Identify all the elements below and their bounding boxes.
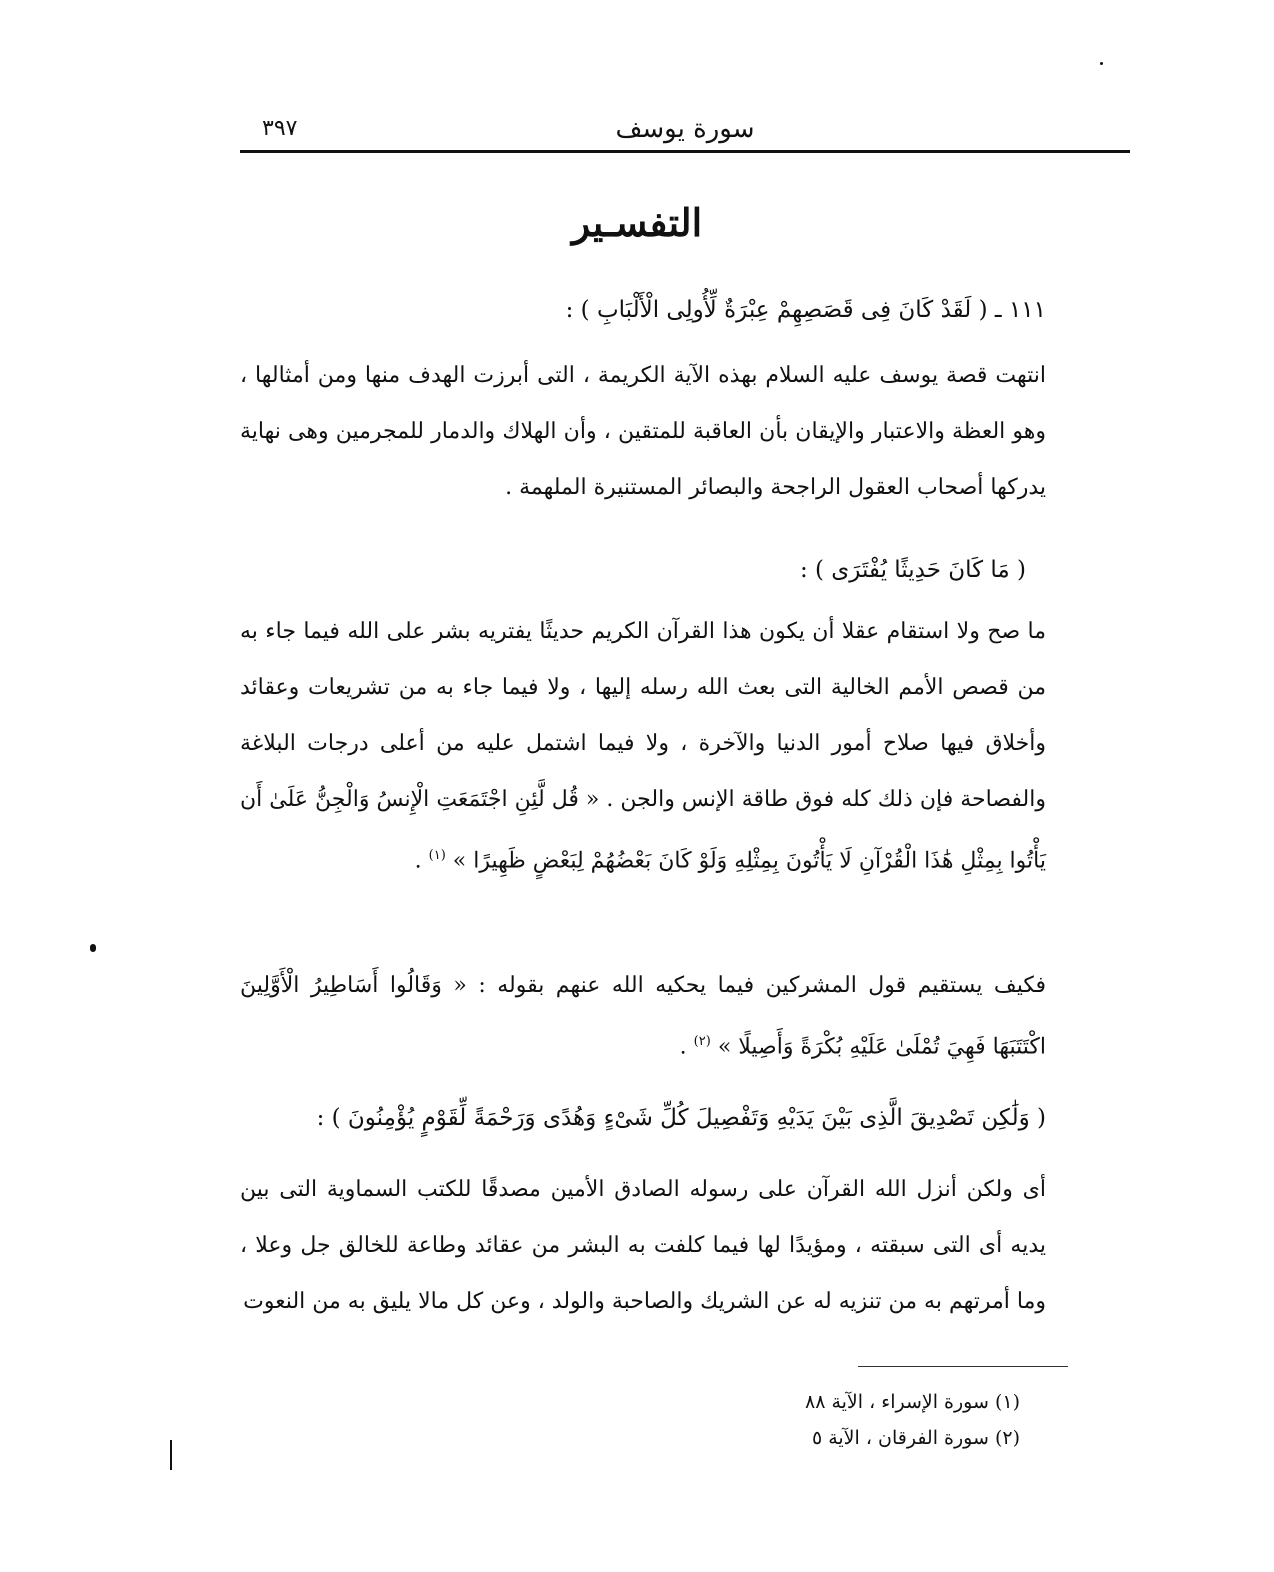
surah-title: سورة يوسف [615,114,755,144]
header-rule [240,150,1130,153]
paragraph-text: ما صح ولا استقام عقلا أن يكون هذا القرآن الكريم حديثًا يفتريه بشر على الله فيما جاء به من قصص الأمم الخالية التى بعث الله رسله إليها ، ولا فيما جاء به من تشريعات وعقائد وأخلاق فيها صلاح أمور الدنيا والآخرة ، ولا فيما اشتمل عليه من أعلى درجات البلاغة والفصاحة فإن ذلك كله فوق طاقة الإنس والجن . « قُل لَّئِنِ اجْتَمَعَتِ الْإِنسُ وَالْجِنُّ عَلَىٰ أَن يَأْتُوا بِمِثْلِ هَٰذَا الْقُرْآنِ لَا يَأْتُونَ بِمِثْلِهِ وَلَوْ كَانَ بَعْضُهُمْ لِبَعْضٍ ظَهِيرًا » [240,619,1047,874]
paragraph-disbelievers [240,958,1046,1075]
verse-heading-not-fabricated: ( مَا كَانَ حَدِيثًا يُفْتَرَى ) : [799,557,1026,583]
section-title: التفسـير [571,200,703,245]
footnote-2: (٢) سورة الفرقان ، الآية ٥ [811,1427,1020,1449]
paragraph-not-fabricated [240,604,1046,889]
period: . [679,1034,687,1060]
scan-speck [1100,62,1103,65]
footnote-ref-1: (١) [428,848,446,863]
paragraph-conclusion: انتهت قصة يوسف عليه السلام بهذه الآية الكريمة ، التى أبرزت الهدف منها ومن أمثالها ، وهو العظة والاعتبار والإيقان بأن العاقبة للمتقين ، وأن الهلاك والدمار للمجرمين وهى نهاية يدركها أصحاب العقول الراجحة والبصائر المستنيرة الملهمة . [240,363,1046,500]
period: . [414,848,422,874]
verse-heading-111: ١١١ ـ ( لَقَدْ كَانَ فِى قَصَصِهِمْ عِبْرَةٌ لِّأُولِى الْأَلْبَابِ ) : [565,297,1046,323]
scan-speck [90,944,96,952]
page-number: ٣٩٧ [262,116,298,141]
running-header [240,112,1130,152]
footnote-ref-2: (٢) [693,1034,711,1049]
paragraph-text: فكيف يستقيم قول المشركين فيما يحكيه الله عنهم بقوله : « وَقَالُوا أَسَاطِيرُ الْأَوَّلِينَ اكْتَتَبَهَا فَهِيَ تُمْلَىٰ عَلَيْهِ بُكْرَةً وَأَصِيلًا » [240,973,1046,1060]
footnote-1: (١) سورة الإسراء ، الآية ٨٨ [805,1391,1020,1413]
paragraph-confirmation: أى ولكن أنزل الله القرآن على رسوله الصادق الأمين مصدقًا للكتب السماوية التى بين يديه أى التى سبقته ، ومؤيدًا لها فيما كلفت به البشر من عقائد وطاعة للخالق جل وعلا ، وما أمرتهم به من تنزيه له عن الشريك والصاحبة والولد ، وعن كل مالا يليق به من النعوت [240,1177,1046,1314]
footnotes [600,1384,1020,1456]
footnote-rule [858,1366,1068,1367]
scan-speck [170,1440,172,1470]
verse-heading-confirmation: ( وَلَٰكِن تَصْدِيقَ الَّذِى بَيْنَ يَدَيْهِ وَتَفْصِيلَ كُلِّ شَىْءٍ وَهُدًى وَرَحْمَةً لِّقَوْمٍ يُؤْمِنُونَ ) : [316,1105,1046,1131]
